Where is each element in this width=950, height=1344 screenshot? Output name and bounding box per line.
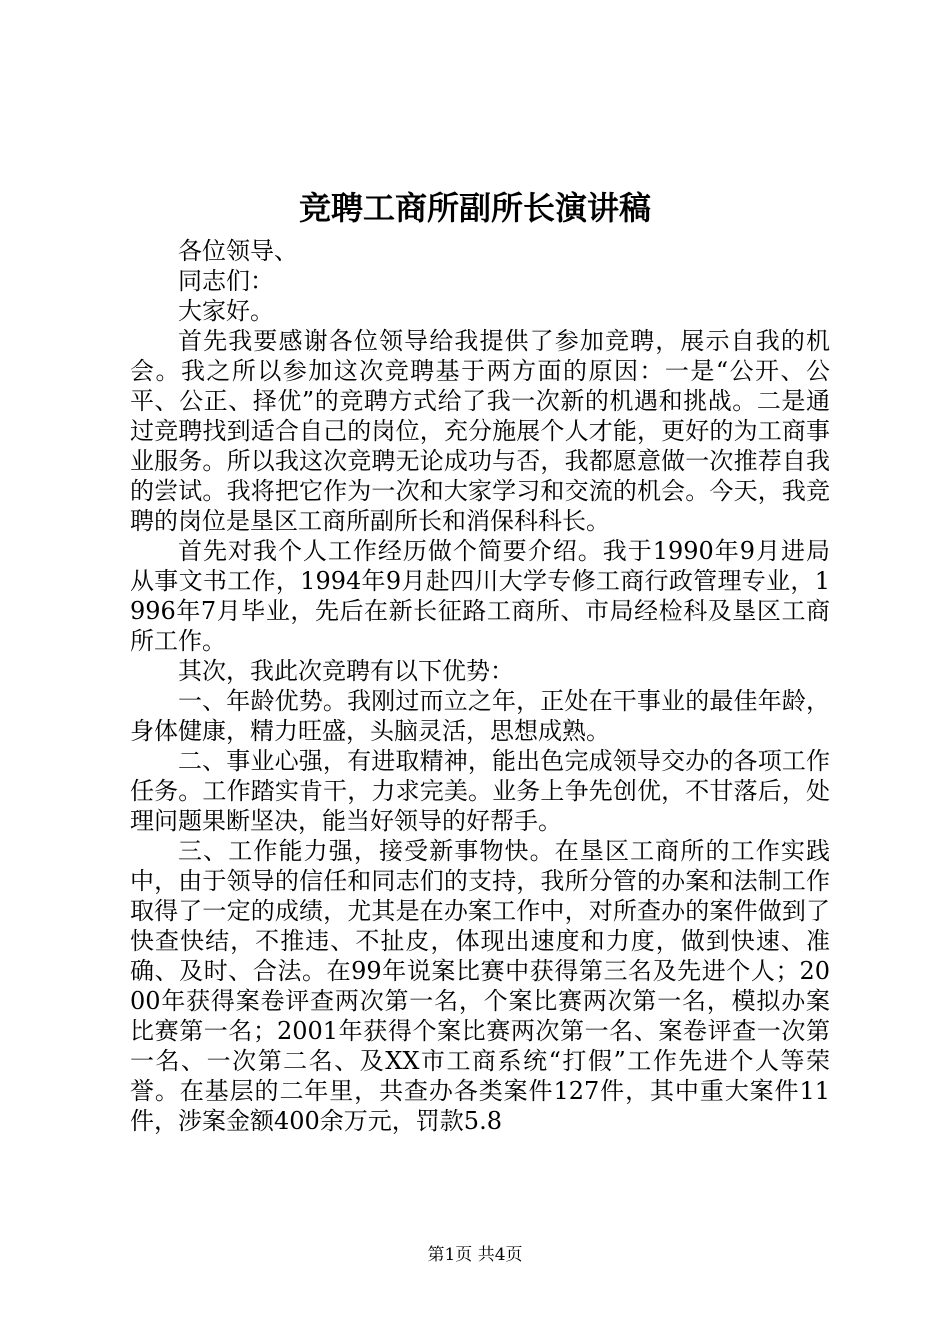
paragraph-intro: 首先我要感谢各位领导给我提供了参加竞聘，展示自我的机会。我之所以参加这次竞聘基于两方面的原因：一是“公开、公平、公正、择优”的竞聘方式给了我一次新的机遇和挑战。二是通过竞聘找到适合自己的岗位，充分施展个人才能，更好的为工商事业服务。所以我这次竞聘无论成功与否，我都愿意做一次推荐自我的尝试。我将把它作为一次和大家学习和交流的机会。今天，我竞聘的岗位是垦区工商所副所长和消保科科长。	[130, 327, 830, 535]
page-number-footer: 第1页 共4页	[427, 1245, 523, 1265]
paragraph-advantages-heading: 其次，我此次竞聘有以下优势：	[178, 657, 514, 685]
greeting-line: 大家好。	[178, 297, 274, 325]
paragraph-advantage-3: 三、工作能力强，接受新事物快。在垦区工商所的工作实践中，由于领导的信任和同志们的支持，我所分管的办案和法制工作取得了一定的成绩，尤其是在办案工作中，对所查办的案件做到了快查快结，不推违、不扯皮，体现出速度和力度，做到快速、准确、及时、合法。在99年说案比赛中获得第三名及先进个人；2000年获得案卷评查两次第一名，个案比赛两次第一名，模拟办案比赛第一名；2001年获得个案比赛两次第一名、案卷评查一次第一名、一次第二名、及XX市工商系统“打假”工作先进个人等荣誉。在基层的二年里，共查办各类案件127件，其中重大案件11件，涉案金额400余万元，罚款5.8	[130, 837, 830, 1135]
salutation-line-1: 各位领导、	[178, 237, 298, 265]
document-body	[130, 236, 830, 1136]
salutation-line-2: 同志们：	[178, 267, 274, 295]
paragraph-advantage-1: 一、年龄优势。我刚过而立之年，正处在干事业的最佳年龄，身体健康，精力旺盛，头脑灵活，思想成熟。	[130, 687, 830, 745]
document-title: 竞聘工商所副所长演讲稿	[298, 189, 651, 227]
paragraph-advantage-2: 二、事业心强，有进取精神，能出色完成领导交办的各项工作任务。工作踏实肯干，力求完美。业务上争先创优，不甘落后，处理问题果断坚决，能当好领导的好帮手。	[130, 747, 830, 835]
paragraph-experience: 首先对我个人工作经历做个简要介绍。我于1990年9月进局从事文书工作，1994年9月赴四川大学专修工商行政管理专业，1996年7月毕业，先后在新长征路工商所、市局经检科及垦区工商所工作。	[130, 537, 830, 655]
